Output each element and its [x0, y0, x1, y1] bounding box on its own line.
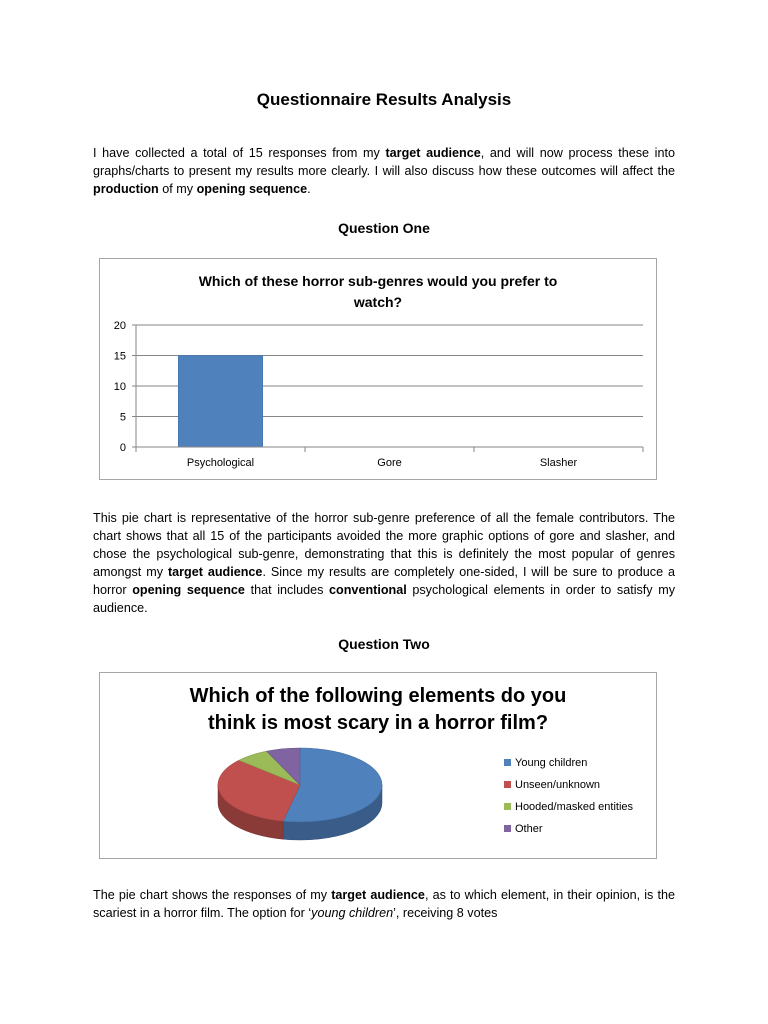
bar-y-tick-label: 20: [113, 320, 126, 332]
pie-chart-title: Which of the following elements do you think is most scary in a horror film?: [189, 685, 567, 734]
bar-y-tick-label: 0: [119, 442, 126, 454]
q2-italic-young-children: young children: [311, 906, 394, 920]
intro-bold-target-audience: target audience: [385, 146, 481, 160]
q1-bold-conventional: conventional: [329, 583, 407, 597]
question-one-heading: Question One: [338, 220, 430, 236]
q1-text-3: that includes: [244, 583, 330, 597]
pie-legend-item: [504, 779, 600, 791]
pie-legend-item: [504, 823, 543, 835]
pie-legend-item: [504, 757, 587, 769]
bar-psychological: [178, 356, 263, 448]
bar-y-tick-label: 5: [119, 411, 126, 424]
pie-legend-label: Unseen/unknown: [515, 779, 601, 791]
bar-chart-title: Which of these horror sub-genres would you prefer to watch?: [198, 273, 558, 310]
bar-x-label: Gore: [377, 457, 402, 469]
intro-text-1: I have collected a total of 15 responses from my: [93, 146, 386, 160]
pie-chart-frame: [99, 672, 657, 859]
pie-legend-swatch: [504, 803, 511, 810]
q2-bold-target-audience: target audience: [331, 888, 425, 902]
intro-bold-opening-sequence: opening sequence: [196, 182, 308, 196]
question-one-paragraph: [93, 509, 675, 617]
question-two-paragraph: [93, 886, 675, 922]
bar-y-tick-label: 10: [113, 381, 126, 393]
q1-text-1: This pie chart is representative of the horror sub-genre preference of all the female contributors. The chart shows that all 15 of the participants avoided the more graphic options of gore and slasher, and chose the psychological sub-genre, demonstrating that this is definitely the most popular of genres amongst my: [93, 511, 675, 579]
bar-x-label: Psychological: [186, 457, 255, 469]
q2-text-2: , as to which element, in their opinion, is the scariest in a horror film. The option for ‘: [93, 888, 675, 920]
q1-bold-target-audience: target audience: [167, 565, 263, 579]
pie-legend-swatch: [504, 825, 511, 832]
intro-text-2: , and will now process these into graphs/charts to present my results more clearly. I will also discuss how these outcomes will affect the: [93, 146, 675, 178]
pie-legend-swatch: [504, 781, 511, 788]
q1-text-2: . Since my results are completely one-sided, I will be sure to produce a horror: [93, 565, 676, 597]
q1-bold-opening-sequence: opening sequence: [132, 583, 245, 597]
pie-legend-swatch: [504, 759, 511, 766]
page-title: Questionnaire Results Analysis: [256, 90, 512, 109]
bar-x-label: Slasher: [539, 457, 578, 469]
bar-chart-plot: [100, 259, 656, 479]
pie-legend-item: [504, 801, 633, 813]
pie-legend-label: Young children: [515, 757, 588, 769]
intro-text-4: .: [307, 182, 311, 196]
q2-text-1: The pie chart shows the responses of my: [93, 888, 332, 902]
q1-text-4: psychological elements in order to satisfy my audience.: [93, 583, 676, 615]
intro-text-3: of my: [158, 182, 197, 196]
question-two-heading: Question Two: [338, 636, 430, 652]
pie-legend-label: Hooded/masked entities: [515, 801, 634, 813]
intro-bold-production: production: [93, 182, 159, 196]
intro-paragraph: [93, 144, 675, 198]
bar-chart-frame: [99, 258, 657, 480]
q2-text-3: ’, receiving 8 votes: [393, 906, 498, 920]
bar-y-tick-label: 15: [113, 350, 126, 363]
pie-legend-label: Other: [515, 823, 543, 835]
